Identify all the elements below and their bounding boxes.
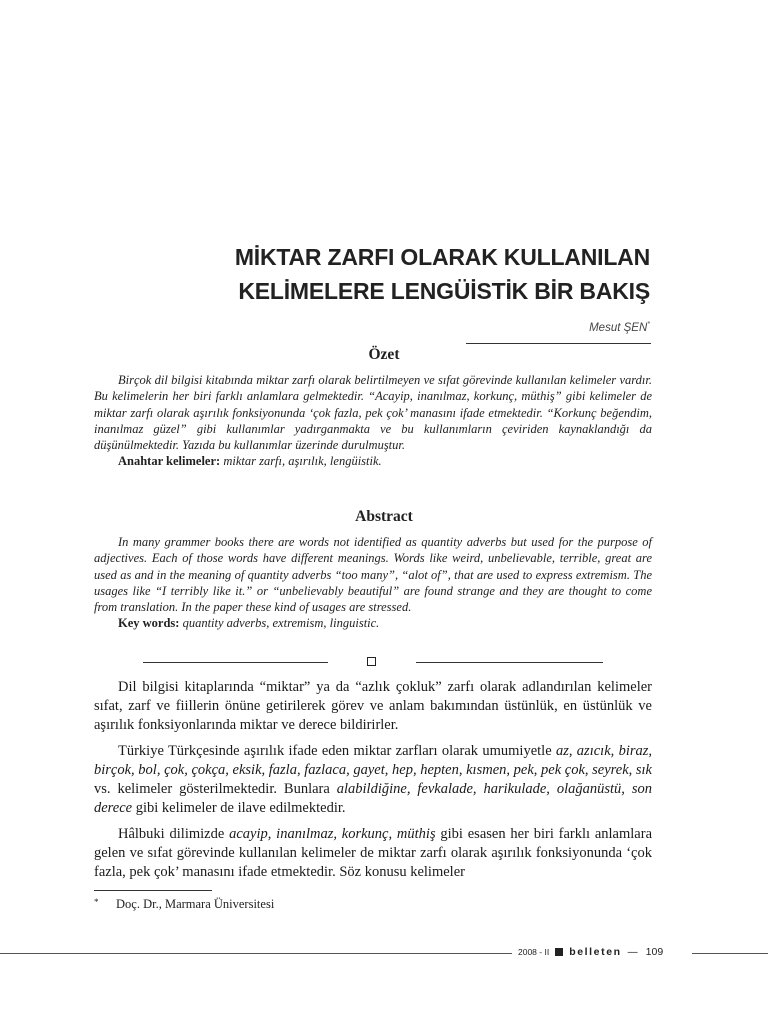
- p2-start: Türkiye Türkçesinde aşırılık ifade eden miktar zarfları olarak umumiyetle: [118, 743, 556, 759]
- footer-rule-right: [692, 953, 768, 954]
- abstract-text: In many grammer books there are words not identified as quantity adverbs but used for the purpose of adjectives. Each of those words have different meanings. Words like weird, unbelievable, terrible, great are used as and in the meaning of quantity adverbs “too many”, “alot of”, that are used to express extremism. The usages like “I terribly like it.” or “unbelievably beautiful” are found strange and they are thought to come from translation. In the paper these kind of usages are stressed.: [94, 535, 652, 615]
- p2-italic-list-2: alabildiğine, fevkalade, harikulade, olağanüstü, son derece: [94, 781, 652, 816]
- ozet-keywords-list: miktar zarfı, aşırılık, lengüistik.: [220, 454, 382, 469]
- footer-rule-left: [0, 953, 512, 954]
- p3-end: gibi esasen her biri farklı anlamlara gelen ve sıfat görevinde kullanılan kelimeler de miktar zarfı olarak aşırılık fonksiyonunda ‘çok fazla, pek çok’ manasını ifade etmektedir. Söz konusu kelimeler: [94, 826, 652, 880]
- separator-line-left: [143, 662, 328, 663]
- body-paragraph-2: [94, 742, 652, 818]
- ozet-keywords-label: Anahtar kelimeler:: [118, 454, 221, 469]
- footer-dash: —: [627, 946, 638, 958]
- p2-italic-list-1: az, azıcık, biraz, birçok, bol, çok, çokça, eksik, fazla, fazlaca, gayet, hep, hepten, kısmen, pek, pek çok, seyrek, sık: [94, 743, 653, 778]
- title-line-1: MİKTAR ZARFI OLARAK KULLANILAN: [234, 244, 650, 270]
- p2-mid: vs. kelimeler gösterilmektedir. Bunlara: [94, 781, 337, 797]
- ozet-section: [94, 372, 652, 470]
- footer-square-icon: [555, 948, 563, 956]
- ozet-text: Birçok dil bilgisi kitabında miktar zarfı olarak belirtilmeyen ve sıfat görevinde kullanılan kelimeler vardır. Bu kelimelerin her biri farklı anlamlara gelmektedir. “Acayip, inanılmaz, korkunç, müthiş” gibi kelimeler de miktar zarfı olarak aşırılık fonksiyonunda ‘çok fazla, pek çok’ manasını ifade etmektedir. “Korkunç beğendim, inanılmaz güzel” gibi kullanımlar yadırganmakta ve bu kullanımların çeviriden kaynaklandığı da düşünülmektedir. Yazıda bu kullanımlar üzerinde durulmuştur.: [94, 373, 652, 453]
- abstract-section: [94, 534, 652, 632]
- footnote-rule: [94, 890, 212, 891]
- abstract-keywords-list: quantity adverbs, extremism, linguistic.: [179, 616, 380, 631]
- abstract-heading: Abstract: [355, 508, 413, 525]
- separator-line-right: [416, 662, 603, 663]
- ozet-heading: Özet: [368, 346, 400, 363]
- footnote-text: Doç. Dr., Marmara Üniversitesi: [116, 897, 275, 911]
- author-rule: [466, 343, 651, 344]
- abstract-keywords-label: Key words:: [118, 616, 180, 631]
- author-name-text: Mesut ŞEN: [589, 321, 648, 334]
- footnote-mark: *: [94, 897, 99, 907]
- page-number: 109: [645, 946, 664, 958]
- page-footer: [518, 946, 663, 958]
- separator-square-icon: [367, 657, 376, 666]
- abstract-keywords: [94, 615, 652, 631]
- title-line-2: KELİMELERE LENGÜİSTİK BİR BAKIŞ: [238, 278, 650, 304]
- footnote: [94, 897, 274, 912]
- p3-start: Hâlbuki dilimizde: [118, 826, 230, 842]
- author-name: [589, 321, 650, 334]
- footer-issue: 2008 - II: [518, 947, 550, 957]
- body-text: [94, 678, 652, 882]
- p3-italic-list: acayip, inanılmaz, korkunç, müthiş: [229, 826, 436, 842]
- paper-title: [150, 240, 650, 308]
- body-paragraph-3: [94, 825, 652, 882]
- ozet-keywords: [94, 453, 652, 469]
- p2-end: gibi kelimeler de ilave edilmektedir.: [132, 800, 346, 816]
- author-footnote-mark: *: [647, 321, 650, 328]
- footer-journal-name: belleten: [569, 946, 622, 958]
- body-paragraph-1: Dil bilgisi kitaplarında “miktar” ya da “azlık çokluk” zarfı olarak adlandırılan kelimeler sıfat, zarf ve fiillerin önüne getirilerek görev ve anlam bakımından üstünlük, en üstünlük ve aşırılık fonksiyonlarında miktar ve derece bildirirler.: [94, 679, 652, 733]
